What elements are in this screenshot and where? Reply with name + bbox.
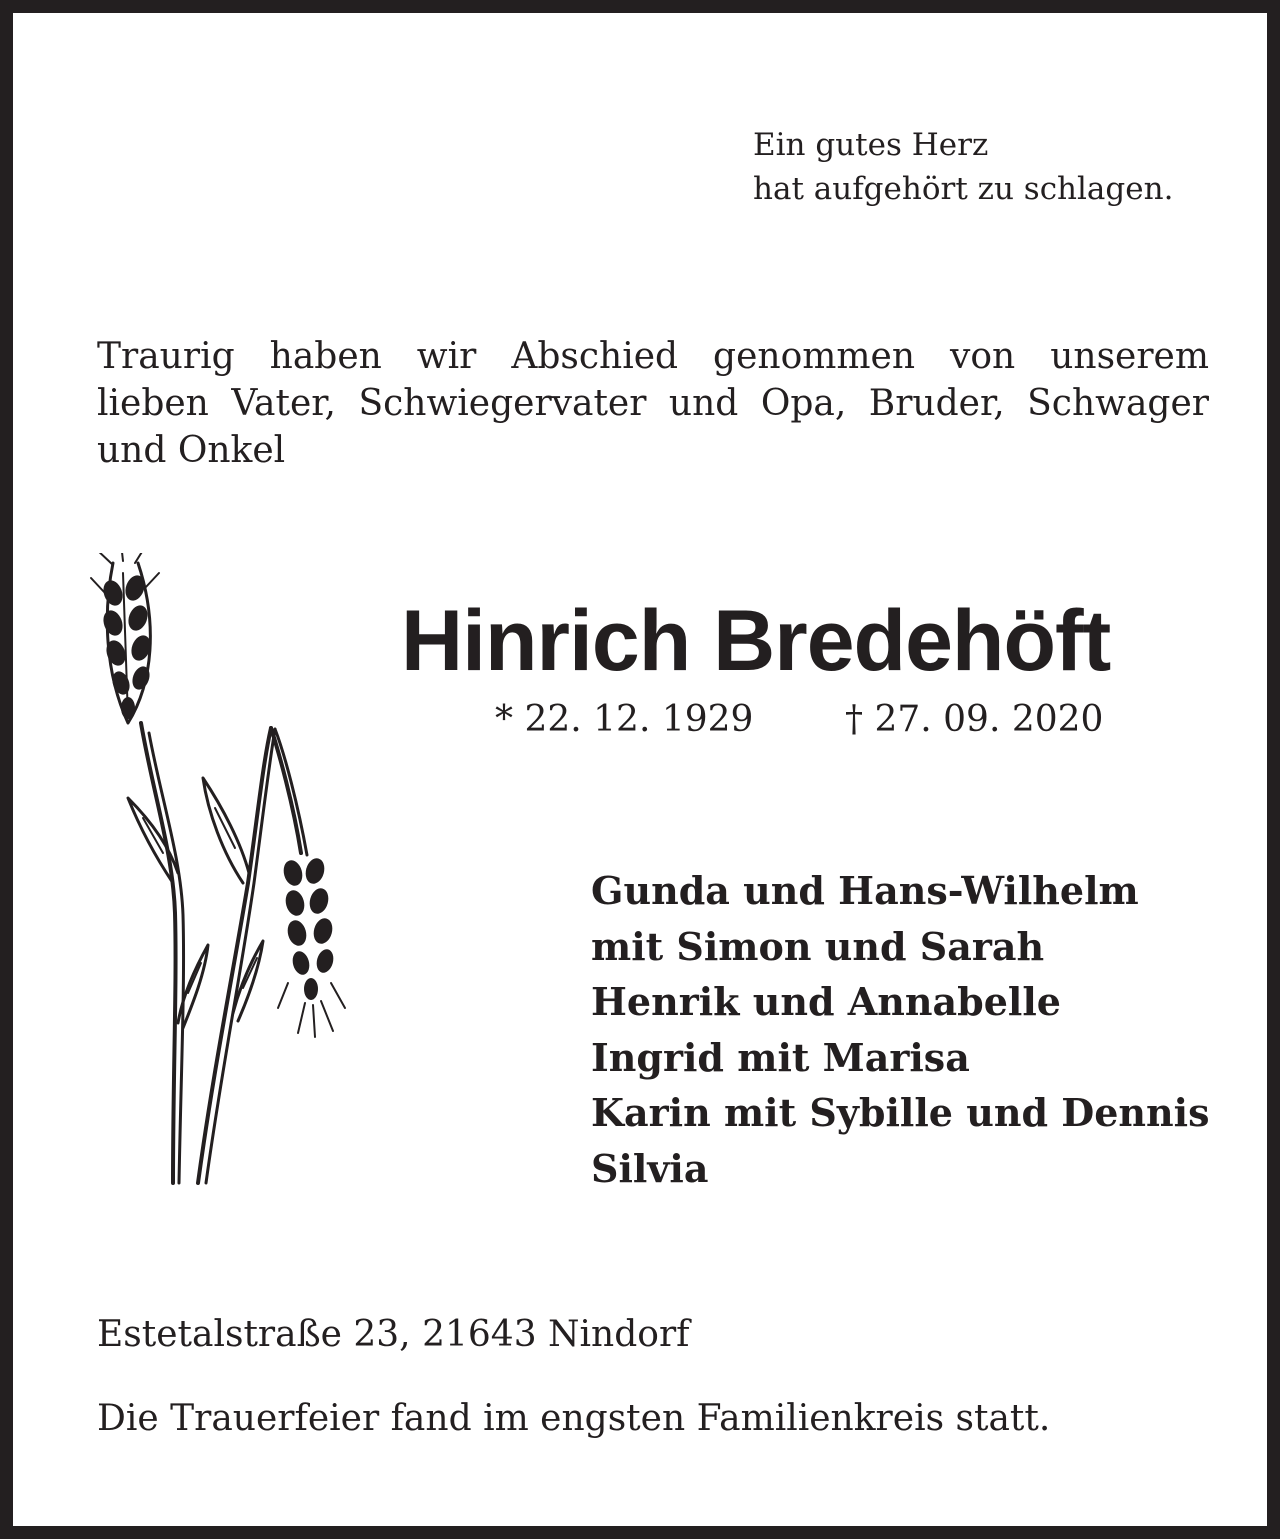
address: Estetalstraße 23, 21643 Nindorf bbox=[97, 1314, 690, 1355]
mourner-line: Silvia bbox=[591, 1145, 709, 1191]
mourners-list bbox=[591, 863, 1209, 1196]
birth-date: * 22. 12. 1929 bbox=[495, 699, 754, 740]
deceased-name: Hinrich Bredehöft bbox=[401, 593, 1111, 689]
death-date: † 27. 09. 2020 bbox=[845, 699, 1104, 740]
motto-line-1: Ein gutes Herz bbox=[753, 127, 989, 163]
mourner-line: Gunda und Hans-Wilhelm bbox=[591, 868, 1139, 913]
motto bbox=[753, 123, 1173, 211]
intro-text bbox=[97, 333, 1209, 474]
mourner-line: Karin mit Sybille und Dennis bbox=[591, 1090, 1210, 1135]
mourner-line: Henrik und Annabelle bbox=[591, 979, 1061, 1024]
ceremony-note: Die Trauerfeier fand im engsten Familienkreis statt. bbox=[97, 1398, 1051, 1439]
motto-line-2: hat aufgehört zu schlagen. bbox=[753, 171, 1174, 207]
intro-line-1: Traurig haben wir Abschied genommen von unserem bbox=[97, 336, 1209, 377]
intro-line-3: und Onkel bbox=[97, 430, 286, 471]
mourner-line: Ingrid mit Marisa bbox=[591, 1034, 970, 1080]
wheat-ears-icon bbox=[83, 553, 353, 1198]
intro-line-2: lieben Vater, Schwiegervater und Opa, Bruder, Schwager bbox=[97, 383, 1209, 424]
mourner-line: mit Simon und Sarah bbox=[591, 923, 1045, 969]
